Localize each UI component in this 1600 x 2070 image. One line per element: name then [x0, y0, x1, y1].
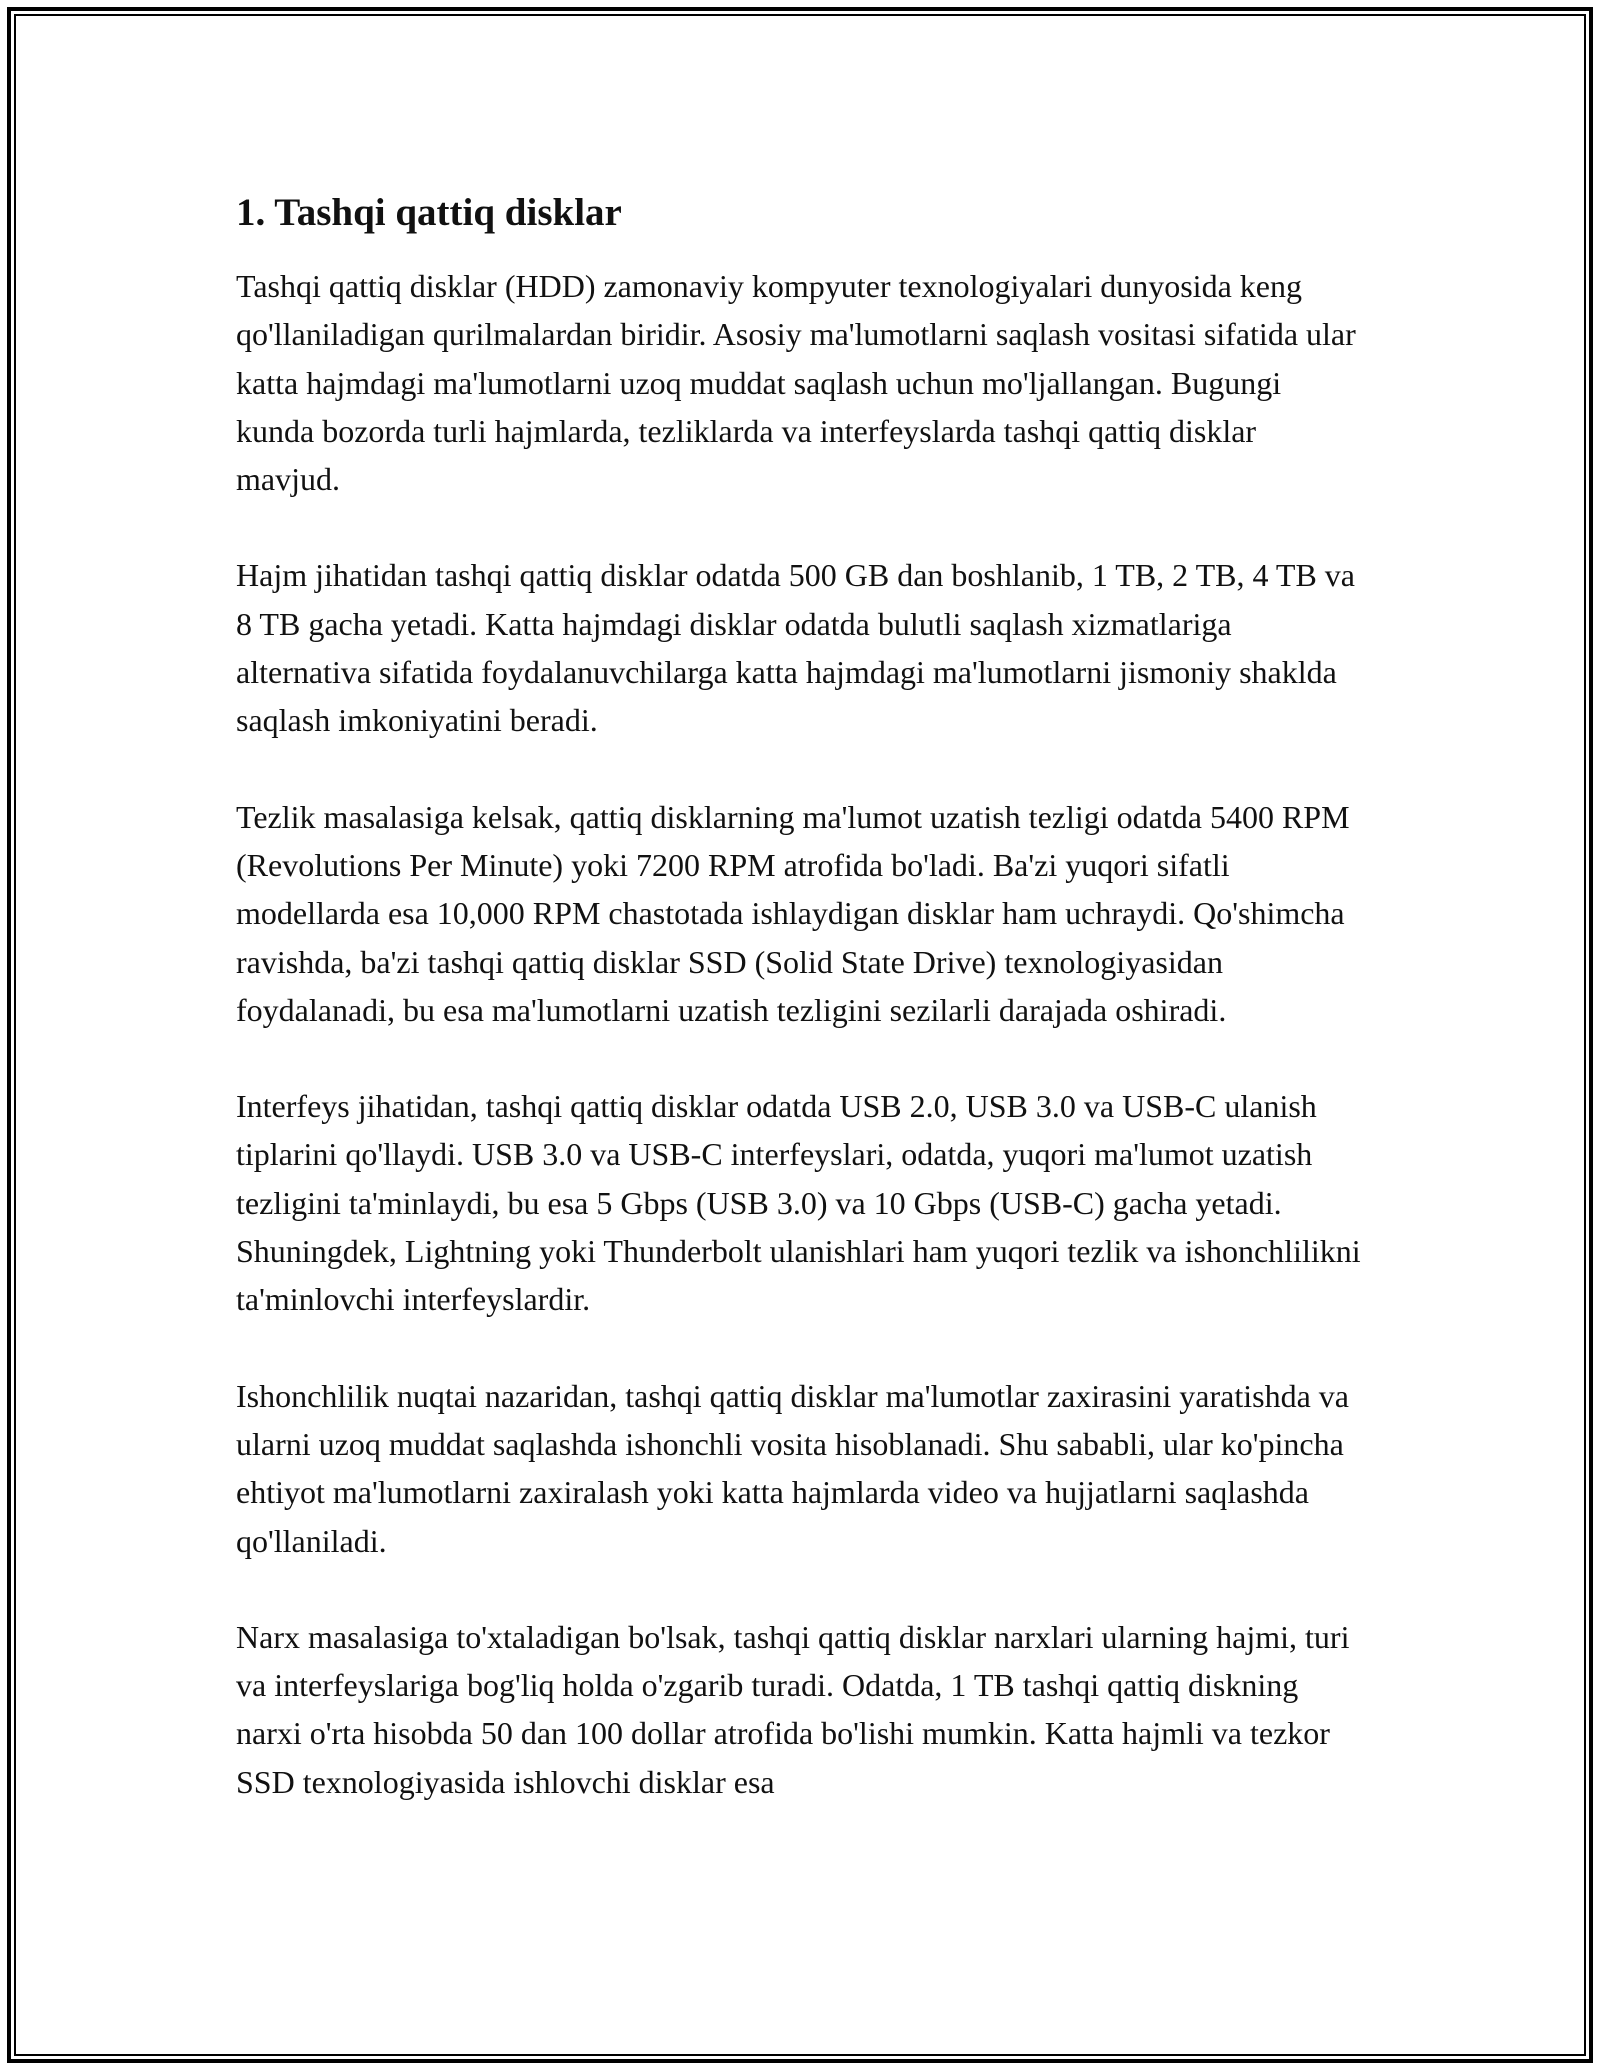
section-heading: 1. Tashqi qattiq disklar — [236, 191, 622, 234]
paragraph-capacity: Hajm jihatidan tashqi qattiq disklar odatda 500 GB dan boshlanib, 1 TB, 2 TB, 4 TB va 8 TB gacha yetadi. Katta hajmdagi disklar odatda bulutli saqlash xizmatlariga alternativa sifatida foydalanuvchilarga katta hajmdagi ma'lumotlarni jismoniy shaklda saqlash imkoniyatini beradi. — [236, 557, 1355, 739]
document-body — [236, 186, 1366, 1854]
paragraph-intro: Tashqi qattiq disklar (HDD) zamonaviy kompyuter texnologiyalari dunyosida keng qo'llaniladigan qurilmalardan biridir. Asosiy ma'lumotlarni saqlash vositasi sifatida ular katta hajmdagi ma'lumotlarni uzoq muddat saqlash uchun mo'ljallangan. Bugungi kunda bozorda turli hajmlarda, tezliklarda va interfeyslarda tashqi qattiq disklar mavjud. — [236, 268, 1356, 498]
paragraph-speed: Tezlik masalasiga kelsak, qattiq disklarning ma'lumot uzatish tezligi odatda 5400 RPM (Revolutions Per Minute) yoki 7200 RPM atrofida bo'ladi. Ba'zi yuqori sifatli modellarda esa 10,000 RPM chastotada ishlaydigan disklar ham uchraydi. Qo'shimcha ravishda, ba'zi tashqi qattiq disklar SSD (Solid State Drive) texnologiyasidan foydalanadi, bu esa ma'lumotlarni uzatish tezligini sezilarli darajada oshiradi. — [236, 798, 1350, 1028]
paragraph-price: Narx masalasiga to'xtaladigan bo'lsak, tashqi qattiq disklar narxlari ularning hajmi, turi va interfeyslariga bog'liq holda o'zgarib turadi. Odatda, 1 TB tashqi qattiq diskning narxi o'rta hisobda 50 dan 100 dollar atrofida bo'lishi mumkin. Katta hajmli va tezkor SSD texnologiyasida ishlovchi disklar esa — [236, 1618, 1350, 1800]
paragraph-reliability: Ishonchlilik nuqtai nazaridan, tashqi qattiq disklar ma'lumotlar zaxirasini yaratishda va ularni uzoq muddat saqlashda ishonchli vosita hisoblanadi. Shu sababli, ular ko'pincha ehtiyot ma'lumotlarni zaxiralash yoki katta hajmlarda video va hujjatlarni saqlashda qo'llaniladi. — [236, 1377, 1349, 1559]
paragraph-interface: Interfeys jihatidan, tashqi qattiq disklar odatda USB 2.0, USB 3.0 va USB-C ulanish tiplarini qo'llaydi. USB 3.0 va USB-C interfeyslari, odatda, yuqori ma'lumot uzatish tezligini ta'minlaydi, bu esa 5 Gbps (USB 3.0) va 10 Gbps (USB-C) gacha yetadi. Shuningdek, Lightning yoki Thunderbolt ulanishlari ham yuqori tezlik va ishonchlilikni ta'minlovchi interfeyslardir. — [236, 1088, 1361, 1318]
